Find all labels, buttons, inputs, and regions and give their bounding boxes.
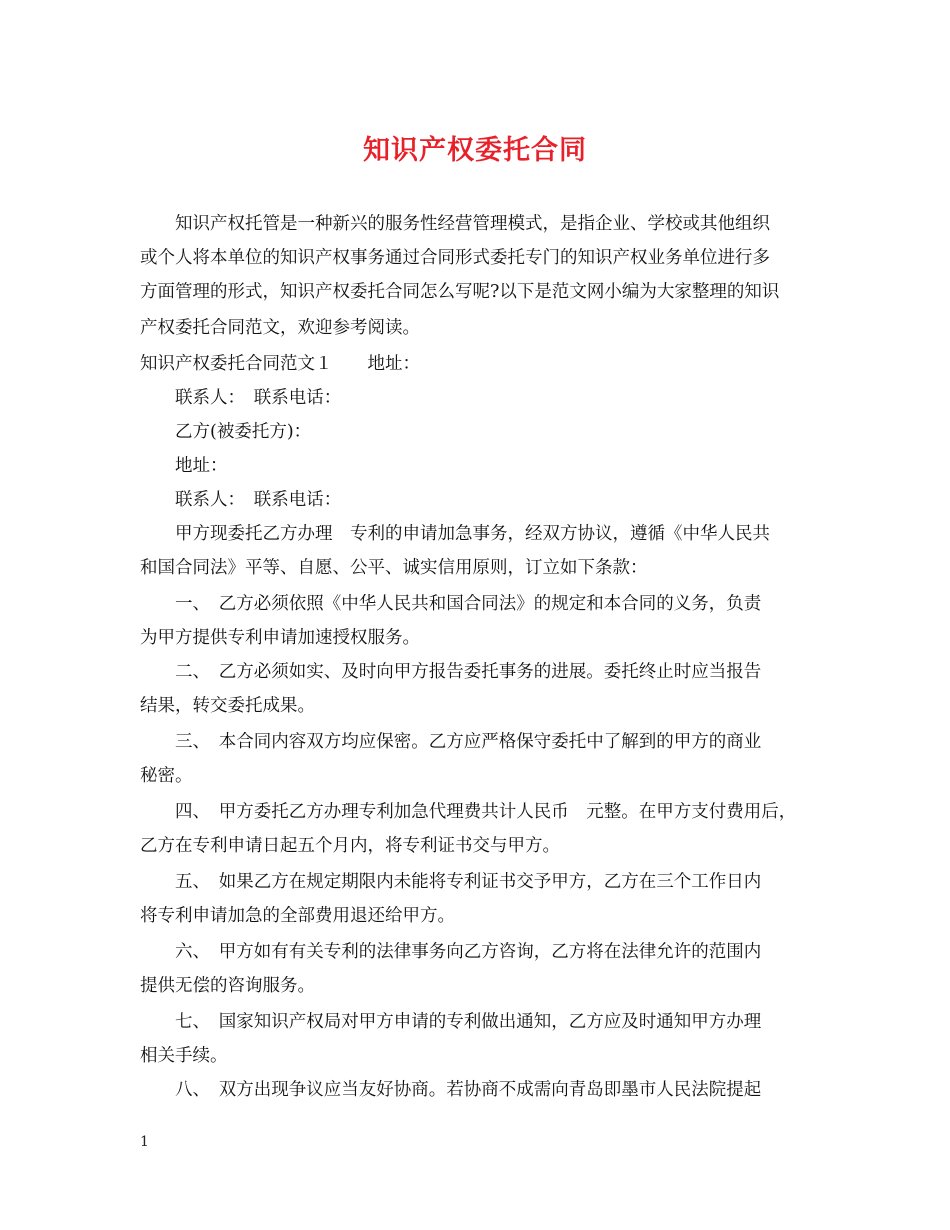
paragraph-line: 地址： [140,456,228,476]
paragraph-line: 方面管理的形式，知识产权委托合同怎么写呢?以下是范文网小编为大家整理的知识 [140,282,780,302]
paragraph-line: 秘密。 [140,766,193,786]
page-number: 1 [140,1134,149,1150]
paragraph-line: 提供无偿的咨询服务。 [140,976,315,996]
paragraph-line: 将专利申请加急的全部费用退还给甲方。 [140,906,455,926]
paragraph-line: 知识产权托管是一种新兴的服务性经营管理模式，是指企业、学校或其他组织 [140,214,770,234]
paragraph-line: 联系人： 联系电话： [140,490,342,510]
paragraph-line: 二、 乙方必须如实、及时向甲方报告委托事务的进展。委托终止时应当报告 [140,662,762,682]
paragraph-line: 知识产权委托合同范文１ 地址： [140,354,420,374]
paragraph-line: 七、 国家知识产权局对甲方申请的专利做出通知，乙方应及时通知甲方办理 [140,1012,762,1032]
paragraph-line: 产权委托合同范文，欢迎参考阅读。 [140,318,420,338]
paragraph-line: 或个人将本单位的知识产权事务通过合同形式委托专门的知识产权业务单位进行多 [140,248,770,268]
paragraph-line: 甲方现委托乙方办理 专利的申请加急事务，经双方协议，遵循《中华人民共 [140,524,770,544]
paragraph-line: 四、 甲方委托乙方办理专利加急代理费共计人民币 元整。在甲方支付费用后， [140,802,797,822]
paragraph-line: 相关手续。 [140,1046,228,1066]
paragraph-line: 乙方(被委托方)： [140,422,312,442]
paragraph-line: 一、 乙方必须依照《中华人民共和国合同法》的规定和本合同的义务，负责 [140,594,762,614]
paragraph-line: 结果，转交委托成果。 [140,696,315,716]
paragraph-line: 五、 如果乙方在规定期限内未能将专利证书交予甲方，乙方在三个工作日内 [140,872,762,892]
document-title: 知识产权委托合同 [363,135,587,166]
paragraph-line: 八、 双方出现争议应当友好协商。若协商不成需向青岛即墨市人民法院提起 [140,1080,762,1100]
paragraph-line: 和国合同法》平等、自愿、公平、诚实信用原则，订立如下条款： [140,558,648,578]
paragraph-line: 为甲方提供专利申请加速授权服务。 [140,628,420,648]
paragraph-line: 三、 本合同内容双方均应保密。乙方应严格保守委托中了解到的甲方的商业 [140,732,762,752]
paragraph-line: 六、 甲方如有有关专利的法律事务向乙方咨询，乙方将在法律允许的范围内 [140,942,762,962]
paragraph-line: 联系人： 联系电话： [140,388,342,408]
paragraph-line: 乙方在专利申请日起五个月内，将专利证书交与甲方。 [140,836,560,856]
